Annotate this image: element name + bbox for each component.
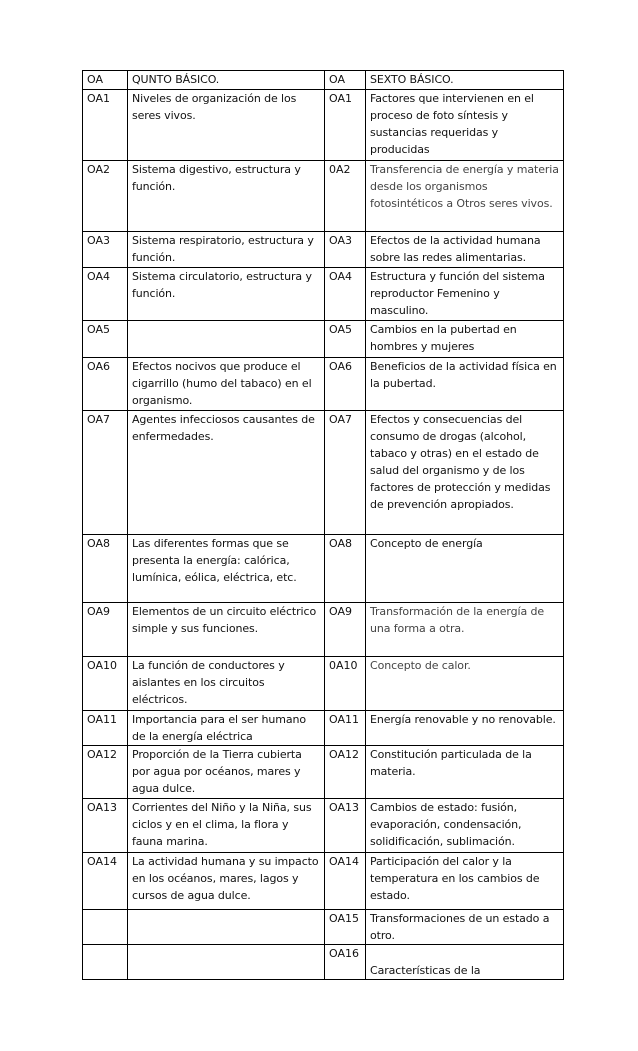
oa5-code: OA6 [83,358,128,411]
table-header-row [83,71,564,90]
oa6-code: 0A10 [325,657,366,711]
table-row [83,90,564,161]
oa5-code: OA1 [83,90,128,161]
oa6-code: OA8 [325,535,366,603]
table-row [83,910,564,945]
oa6-text: Características de la [366,945,564,980]
table-row [83,799,564,853]
oa6-code: OA7 [325,411,366,535]
table-row [83,161,564,232]
oa6-code: OA12 [325,746,366,799]
oa5-text [128,910,325,945]
oa5-code: OA14 [83,853,128,910]
oa5-text: Elementos de un circuito eléctrico simple y sus funciones. [128,603,325,657]
header-oa-6: OA [325,71,366,90]
oa6-text: Transferencia de energía y materia desde los organismos fotosintéticos a Otros seres vivos. [366,161,564,232]
header-oa-5: OA [83,71,128,90]
table-row [83,268,564,321]
oa5-text [128,945,325,980]
table-row [83,603,564,657]
oa5-code: OA13 [83,799,128,853]
table-row [83,411,564,535]
header-grade-6: SEXTO BÁSICO. [366,71,564,90]
oa6-text: Transformación de la energía de una forma a otra. [366,603,564,657]
oa6-code: 0A2 [325,161,366,232]
oa5-text: Sistema digestivo, estructura y función. [128,161,325,232]
oa5-code: OA8 [83,535,128,603]
oa5-code: OA12 [83,746,128,799]
header-grade-5: QUNTO BÁSICO. [128,71,325,90]
oa5-code: OA11 [83,711,128,746]
oa5-code: OA5 [83,321,128,358]
oa6-text: Beneficios de la actividad física en la pubertad. [366,358,564,411]
table-row [83,358,564,411]
oa5-code: OA3 [83,232,128,268]
table-row [83,746,564,799]
table-row [83,853,564,910]
table-row [83,321,564,358]
oa5-code [83,945,128,980]
oa5-code: OA4 [83,268,128,321]
oa6-code: OA13 [325,799,366,853]
oa6-text: Constitución particulada de la materia. [366,746,564,799]
curriculum-table [82,70,564,980]
oa5-text: Agentes infecciosos causantes de enfermedades. [128,411,325,535]
table-row [83,657,564,711]
oa5-text: Sistema circulatorio, estructura y función. [128,268,325,321]
table-row [83,535,564,603]
oa6-code: OA1 [325,90,366,161]
oa6-code: OA15 [325,910,366,945]
table-row [83,945,564,980]
oa5-code: OA10 [83,657,128,711]
oa6-text: Efectos de la actividad humana sobre las redes alimentarias. [366,232,564,268]
oa6-text: Participación del calor y la temperatura en los cambios de estado. [366,853,564,910]
oa5-text [128,321,325,358]
oa6-code: OA3 [325,232,366,268]
oa5-code: OA2 [83,161,128,232]
oa5-text: Corrientes del Niño y la Niña, sus ciclos y en el clima, la flora y fauna marina. [128,799,325,853]
oa5-text: Efectos nocivos que produce el cigarrillo (humo del tabaco) en el organismo. [128,358,325,411]
oa5-text: Importancia para el ser humano de la energía eléctrica [128,711,325,746]
oa6-code: OA16 [325,945,366,980]
oa6-code: OA5 [325,321,366,358]
table-row [83,711,564,746]
oa6-text: Concepto de energía [366,535,564,603]
oa5-code: OA7 [83,411,128,535]
oa6-code: OA6 [325,358,366,411]
oa5-text: La función de conductores y aislantes en los circuitos eléctricos. [128,657,325,711]
oa5-text: Sistema respiratorio, estructura y función. [128,232,325,268]
oa6-text: Concepto de calor. [366,657,564,711]
oa5-text: La actividad humana y su impacto en los océanos, mares, lagos y cursos de agua dulce. [128,853,325,910]
oa6-text: Efectos y consecuencias del consumo de drogas (alcohol, tabaco y otras) en el estado de salud del organismo y de los factores de protección y medidas de prevención apropiados. [366,411,564,535]
table-row [83,232,564,268]
oa6-text: Transformaciones de un estado a otro. [366,910,564,945]
oa6-text: Energía renovable y no renovable. [366,711,564,746]
oa5-code [83,910,128,945]
oa5-text: Proporción de la Tierra cubierta por agua por océanos, mares y agua dulce. [128,746,325,799]
oa5-text: Las diferentes formas que se presenta la energía: calórica, lumínica, eólica, eléctrica, etc. [128,535,325,603]
oa6-code: OA11 [325,711,366,746]
oa6-text: Estructura y función del sistema reproductor Femenino y masculino. [366,268,564,321]
oa6-code: OA9 [325,603,366,657]
oa5-code: OA9 [83,603,128,657]
oa5-text: Niveles de organización de los seres vivos. [128,90,325,161]
oa6-code: OA14 [325,853,366,910]
oa6-text: Factores que intervienen en el proceso de foto síntesis y sustancias requeridas y producidas [366,90,564,161]
oa6-text: Cambios en la pubertad en hombres y mujeres [366,321,564,358]
oa6-code: OA4 [325,268,366,321]
oa6-text: Cambios de estado: fusión, evaporación, condensación, solidificación, sublimación. [366,799,564,853]
